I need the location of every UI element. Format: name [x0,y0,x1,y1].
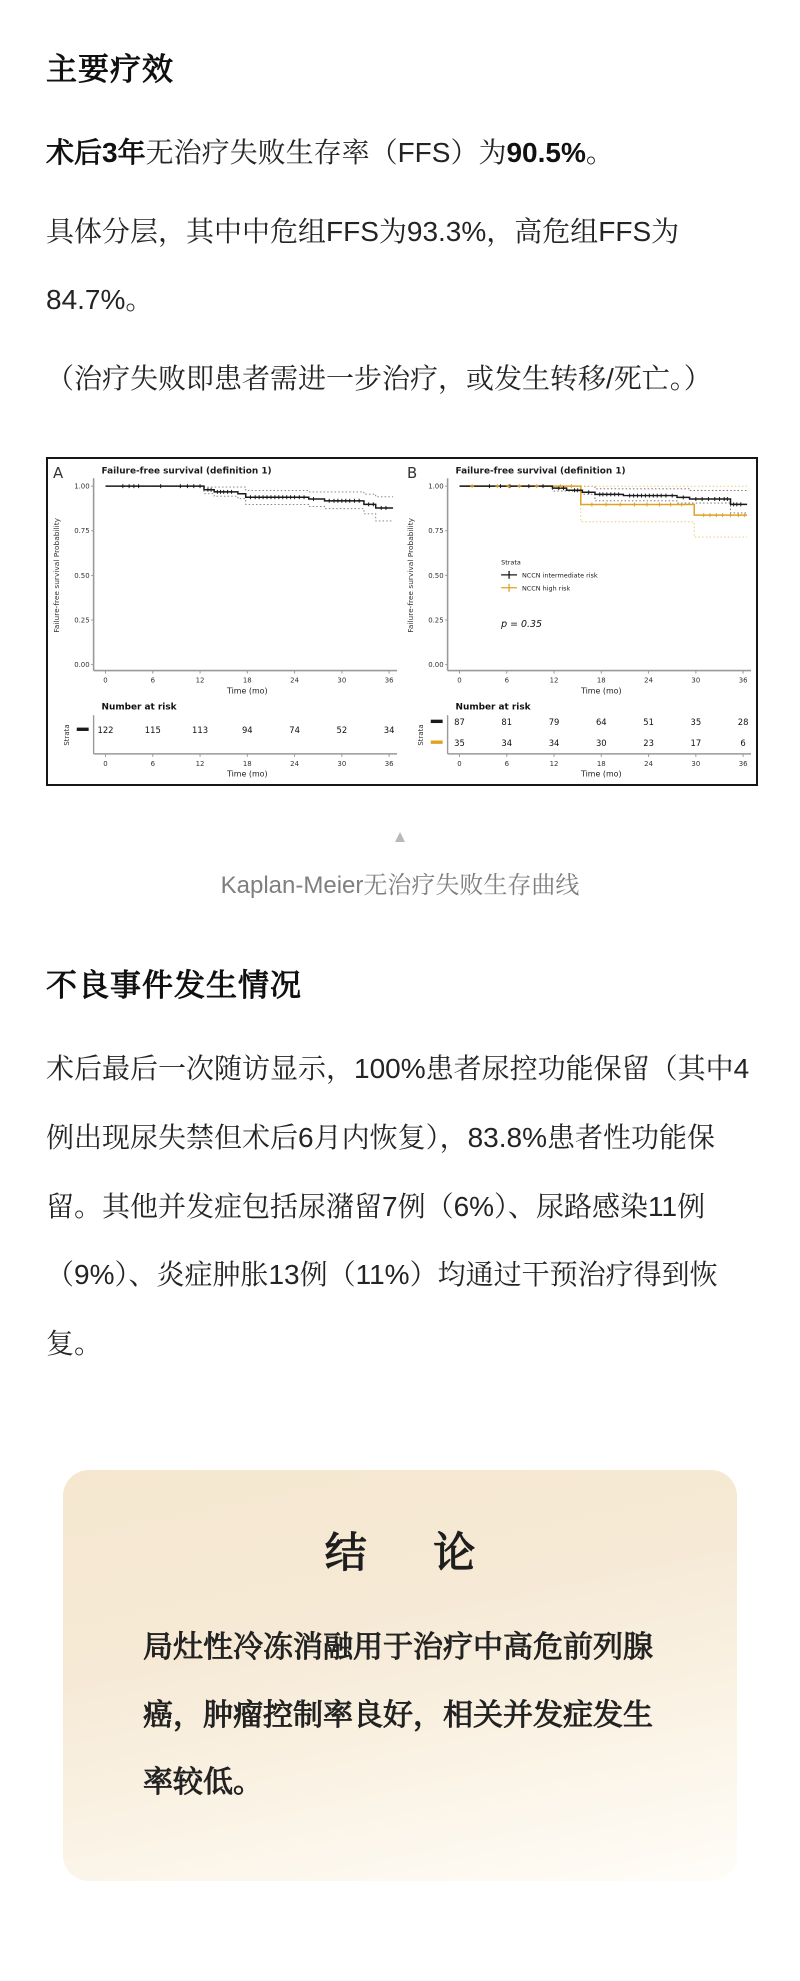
svg-text:64: 64 [595,717,607,728]
svg-text:0.00: 0.00 [428,661,444,670]
svg-text:94: 94 [241,725,253,736]
svg-text:0: 0 [103,676,108,685]
svg-text:12: 12 [549,760,559,769]
svg-text:A: A [52,464,64,483]
efficacy-p1-suffix: 。 [585,137,614,168]
svg-text:18: 18 [596,760,606,769]
svg-text:0.00: 0.00 [74,661,90,670]
svg-text:Time (mo): Time (mo) [226,770,268,780]
efficacy-paragraph-2: 具体分层，其中中危组FFS为93.3%，高危组FFS为84.7%。 [46,215,680,316]
svg-text:30: 30 [691,676,701,685]
km-survival-figure[interactable] [46,457,758,786]
svg-text:p = 0.35: p = 0.35 [501,619,542,631]
svg-text:122: 122 [97,725,114,736]
svg-text:B: B [406,464,418,483]
svg-text:0.25: 0.25 [428,616,444,625]
svg-text:113: 113 [192,725,209,736]
efficacy-p1-bold-prefix: 术后3年 [46,137,146,168]
svg-text:115: 115 [144,725,161,736]
svg-text:79: 79 [548,717,560,728]
svg-text:1.00: 1.00 [74,483,90,492]
svg-text:24: 24 [290,676,299,685]
figure-caption: Kaplan-Meier无治疗失败生存曲线 [220,872,580,900]
svg-text:35: 35 [690,717,702,728]
svg-text:6: 6 [150,760,155,769]
svg-text:34: 34 [548,738,560,749]
svg-text:74: 74 [289,725,300,736]
efficacy-paragraph-1 [46,119,754,188]
svg-text:1.00: 1.00 [428,483,444,492]
svg-text:34: 34 [501,738,513,749]
efficacy-p1-text: 无治疗失败生存率（FFS）为 [145,137,507,168]
svg-text:Failure-free survival Probabil: Failure-free survival Probability [51,518,61,634]
svg-text:30: 30 [595,738,607,749]
svg-text:35: 35 [454,738,465,749]
svg-text:36: 36 [384,676,394,685]
svg-text:Failure-free survival (definit: Failure-free survival (definition 1) [455,466,626,477]
svg-text:Strata: Strata [62,724,71,747]
svg-text:28: 28 [737,717,749,728]
svg-text:0.75: 0.75 [74,527,90,536]
svg-text:Strata: Strata [416,724,425,747]
svg-text:Strata: Strata [501,558,521,567]
svg-text:36: 36 [738,676,748,685]
svg-text:23: 23 [643,738,654,749]
svg-text:34: 34 [383,725,395,736]
svg-text:24: 24 [290,760,299,769]
svg-text:Number at risk: Number at risk [455,702,531,713]
svg-text:0: 0 [457,760,462,769]
svg-text:6: 6 [504,676,509,685]
svg-text:81: 81 [501,717,513,728]
svg-text:12: 12 [549,676,559,685]
svg-text:24: 24 [644,760,653,769]
section-heading-adverse: 不良事件发生情况 [46,968,302,1004]
svg-text:18: 18 [242,760,252,769]
svg-text:18: 18 [596,676,606,685]
svg-text:NCCN intermediate risk: NCCN intermediate risk [521,571,598,580]
svg-text:12: 12 [195,676,205,685]
svg-text:0.50: 0.50 [74,572,90,581]
svg-text:Failure-free survival (definit: Failure-free survival (definition 1) [101,466,272,477]
svg-text:30: 30 [337,760,347,769]
conclusion-card [63,1470,737,1881]
svg-text:30: 30 [337,676,347,685]
svg-text:0.25: 0.25 [74,616,90,625]
conclusion-body: 局灶性冷冻消融用于治疗中高危前列腺癌，肿瘤控制率良好，相关并发症发生率较低。 [143,1631,653,1800]
svg-text:52: 52 [336,725,348,736]
svg-text:Time (mo): Time (mo) [580,686,622,696]
svg-text:51: 51 [643,717,654,728]
svg-text:30: 30 [691,760,701,769]
svg-text:0: 0 [457,676,462,685]
svg-text:Number at risk: Number at risk [101,702,177,713]
svg-text:6: 6 [504,760,509,769]
svg-text:6: 6 [740,738,746,749]
section-heading-efficacy: 主要疗效 [46,52,174,87]
svg-text:0.75: 0.75 [428,527,444,536]
km-panel-a [48,459,402,784]
svg-text:12: 12 [195,760,205,769]
svg-text:Time (mo): Time (mo) [580,770,622,780]
efficacy-p1-bold-value: 90.5% [506,137,586,168]
collapse-triangle-icon[interactable]: ▲ [391,827,409,847]
svg-text:87: 87 [454,717,465,728]
adverse-paragraph-1: 术后最后一次随访显示，100%患者尿控功能保留（其中4例出现尿失禁但术后6月内恢复），83.8%患者性功能保留。其他并发症包括尿潴留7例（6%）、尿路感染11例（9%）、炎症肿胀13例（11%）均通过干预治疗得到恢复。 [46,1053,750,1359]
svg-text:Failure-free survival Probabil: Failure-free survival Probability [405,518,415,634]
svg-text:0: 0 [103,760,108,769]
conclusion-title: 结 论 [324,1531,504,1578]
svg-text:Time (mo): Time (mo) [226,686,268,696]
svg-text:36: 36 [384,760,394,769]
svg-text:24: 24 [644,676,653,685]
svg-text:36: 36 [738,760,748,769]
svg-text:6: 6 [150,676,155,685]
svg-text:0.50: 0.50 [428,572,444,581]
svg-text:18: 18 [242,676,252,685]
svg-text:17: 17 [690,738,702,749]
efficacy-paragraph-3: （治疗失败即患者需进一步治疗，或发生转移/死亡。） [46,362,712,394]
svg-text:NCCN high risk: NCCN high risk [521,584,571,593]
km-panel-b [402,459,756,784]
